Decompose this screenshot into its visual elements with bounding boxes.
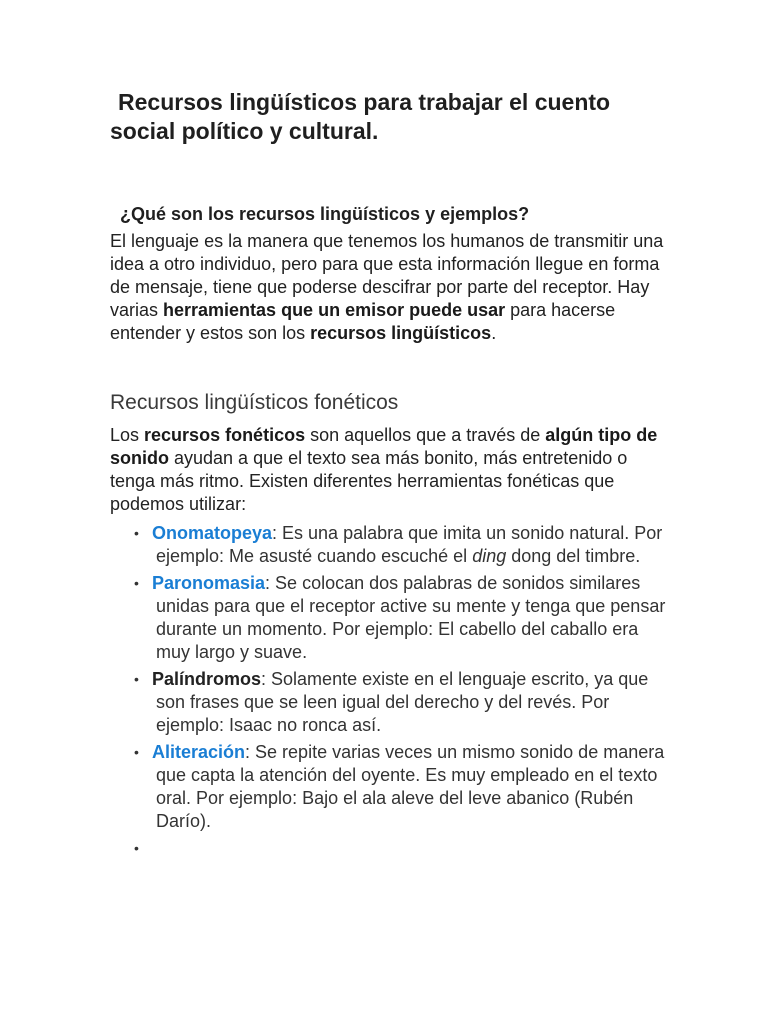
phonetic-bold-resources: recursos fonéticos xyxy=(144,425,306,445)
bullet-icon: • xyxy=(134,671,139,687)
term-text: : Es una palabra que imita un sonido natural. Por ejemplo: Me asusté cuando escuché el xyxy=(156,523,663,566)
document-title xyxy=(110,88,670,146)
term-link-aliteracion[interactable]: Aliteración xyxy=(152,742,246,762)
document-page xyxy=(110,88,670,864)
intro-bold-tools: herramientas que un emisor puede usar xyxy=(163,300,506,320)
term-text: : Se colocan dos palabras de sonidos similares unidas para que el receptor active su mente y tenga que pensar durante un momento. Por ejemplo: El cabello del caballo era muy largo y suave. xyxy=(156,573,666,662)
intro-paragraph xyxy=(110,230,670,345)
phonetic-text-c: son aquellos que a través de xyxy=(305,425,546,445)
phonetic-terms-list xyxy=(110,522,670,860)
intro-bold-resources: recursos lingüísticos xyxy=(310,323,492,343)
bullet-icon: • xyxy=(134,744,139,760)
term-palindromos: Palíndromos xyxy=(152,669,262,689)
term-link-onomatopeya[interactable]: Onomatopeya xyxy=(152,523,273,543)
term-text: : Solamente existe en el lenguaje escrito, ya que son frases que se leen igual del derecho y del revés. Por ejemplo: Isaac no ronca así. xyxy=(156,669,649,735)
document-title-text: Recursos lingüísticos para trabajar el cuento social político y cultural. xyxy=(110,89,611,144)
section-heading-phonetic: Recursos lingüísticos fonéticos xyxy=(110,391,399,414)
list-item xyxy=(134,741,670,833)
bullet-icon: • xyxy=(134,525,139,541)
bullet-icon: • xyxy=(134,840,139,856)
intro-text-c: para hacerse entender y estos son los xyxy=(110,300,616,343)
list-item xyxy=(134,572,670,664)
list-item xyxy=(134,668,670,737)
phonetic-text-e: ayudan a que el texto sea más bonito, más entretenido o tenga más ritmo. Existen diferentes herramientas fonéticas que podemos utilizar: xyxy=(110,448,628,514)
section-question: ¿Qué son los recursos lingüísticos y ejemplos? xyxy=(120,204,530,224)
list-item-empty xyxy=(134,837,670,860)
term-text-tail: dong del timbre. xyxy=(506,546,641,566)
term-link-paronomasia[interactable]: Paronomasia xyxy=(152,573,266,593)
term-text: : Se repite varias veces un mismo sonido de manera que capta la atención del oyente. Es muy empleado en el texto oral. Por ejemplo: Bajo el ala aleve del leve abanico (Rubén Darío). xyxy=(156,742,665,831)
list-item xyxy=(134,522,670,568)
phonetic-bold-sound: algún tipo de sonido xyxy=(110,425,658,468)
phonetic-paragraph xyxy=(110,424,670,516)
term-emphasis: ding xyxy=(472,546,507,566)
bullet-icon: • xyxy=(134,575,139,591)
phonetic-text-a: Los xyxy=(110,425,145,445)
intro-text-e: . xyxy=(491,323,497,343)
intro-text-a: El lenguaje es la manera que tenemos los humanos de transmitir una idea a otro individuo, pero para que esta información llegue en forma de mensaje, tiene que poderse descifrar por parte del receptor. Hay varias xyxy=(110,231,664,320)
